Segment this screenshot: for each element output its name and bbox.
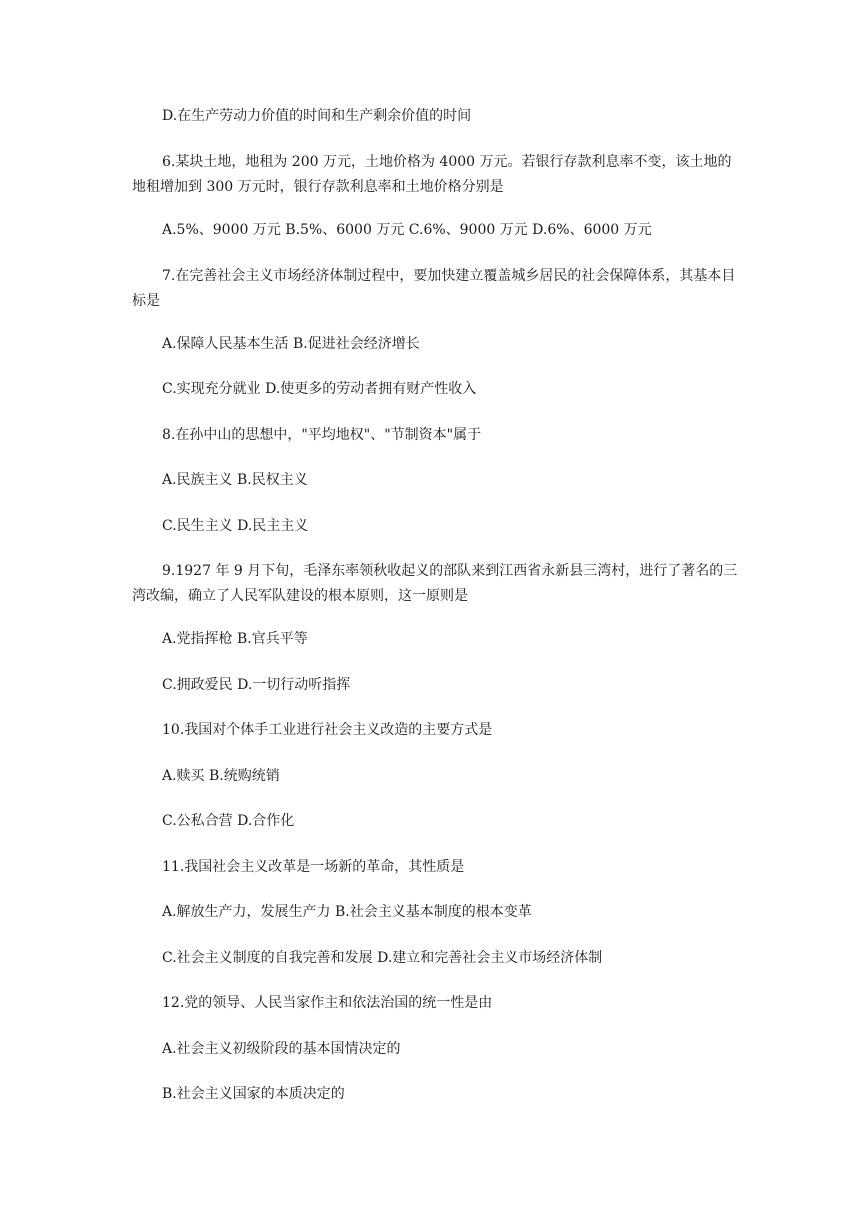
- q6-options: A.5%、9000 万元 B.5%、6000 万元 C.6%、9000 万元 D.6%、6000 万元: [162, 222, 652, 238]
- q11-options-ab: A.解放生产力，发展生产力 B.社会主义基本制度的根本变革: [162, 904, 532, 920]
- question-9: 9.1927 年 9 月下旬，毛泽东率领秋收起义的部队来到江西省永新县三湾村，进行了著名的三湾改编，确立了人民军队建设的根本原则，这一原则是: [132, 563, 738, 604]
- q7-options-ab: A.保障人民基本生活 B.促进社会经济增长: [162, 336, 420, 352]
- q8-options-cd: C.民生主义 D.民主主义: [162, 518, 309, 534]
- question-12: 12.党的领导、人民当家作主和依法治国的统一性是由: [162, 995, 493, 1011]
- question-6: 6.某块土地，地租为 200 万元，土地价格为 4000 万元。若银行存款利息率不变，该土地的地租增加到 300 万元时，银行存款利息率和土地价格分别是: [132, 154, 732, 195]
- q9-options-ab: A.党指挥枪 B.官兵平等: [162, 631, 308, 647]
- q5-option-d: D.在生产劳动力价值的时间和生产剩余价值的时间: [162, 108, 472, 124]
- question-11: 11.我国社会主义改革是一场新的革命，其性质是: [162, 859, 465, 875]
- q8-options-ab: A.民族主义 B.民权主义: [162, 472, 308, 488]
- question-7: 7.在完善社会主义市场经济体制过程中，要加快建立覆盖城乡居民的社会保障体系，其基本目标是: [132, 268, 736, 309]
- q12-option-a: A.社会主义初级阶段的基本国情决定的: [162, 1041, 401, 1057]
- q10-options-ab: A.赎买 B.统购统销: [162, 768, 280, 784]
- q12-option-b: B.社会主义国家的本质决定的: [162, 1086, 345, 1102]
- q10-options-cd: C.公私合营 D.合作化: [162, 813, 295, 829]
- q11-options-cd: C.社会主义制度的自我完善和发展 D.建立和完善社会主义市场经济体制: [162, 950, 603, 966]
- question-10: 10.我国对个体手工业进行社会主义改造的主要方式是: [162, 722, 493, 738]
- question-8: 8.在孙中山的思想中，"平均地权"、"节制资本"属于: [162, 427, 482, 443]
- q9-options-cd: C.拥政爱民 D.一切行动听指挥: [162, 677, 351, 693]
- q7-options-cd: C.实现充分就业 D.使更多的劳动者拥有财产性收入: [162, 381, 477, 397]
